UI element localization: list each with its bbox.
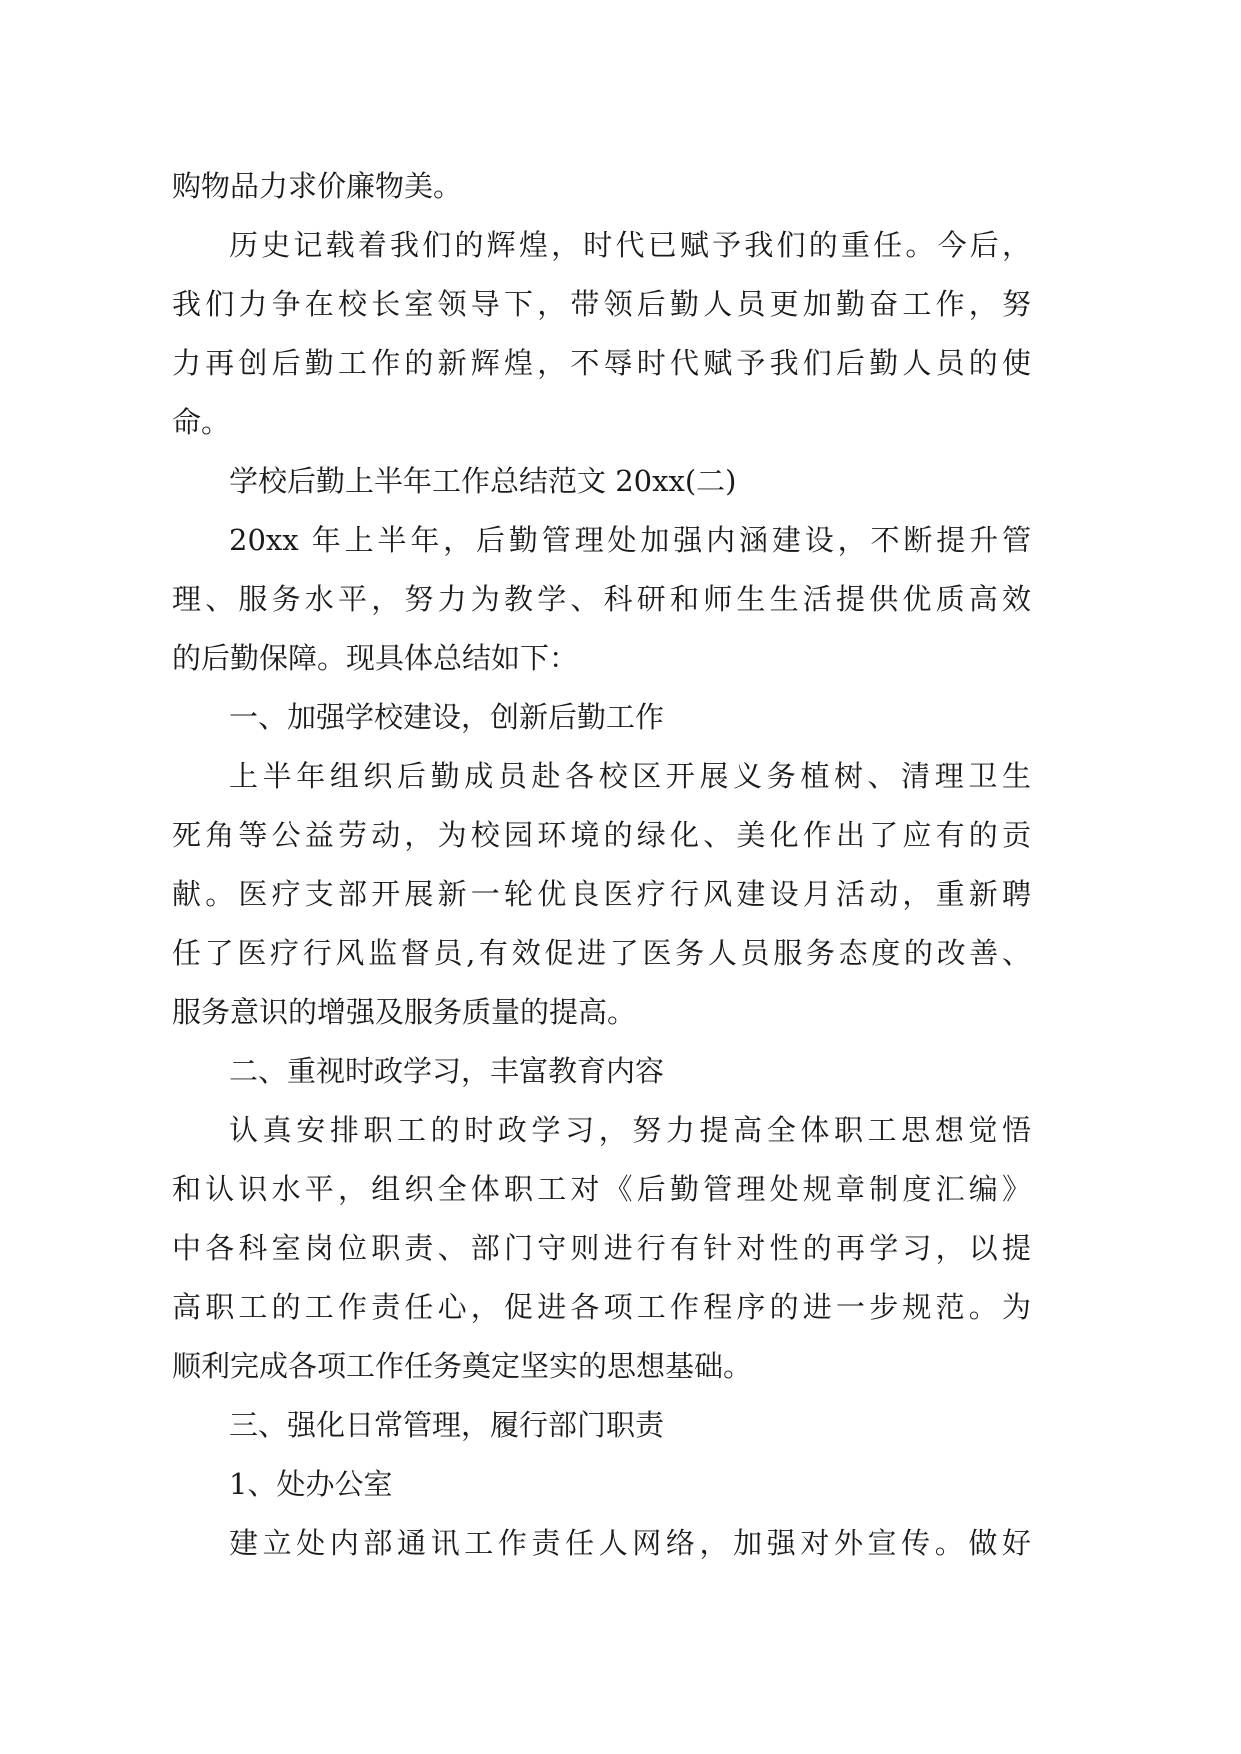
text-line: 上半年组织后勤成员赴各校区开展义务植树、清理卫生 (229, 759, 1031, 793)
text-line: 任了医疗行风监督员,有效促进了医务人员服务态度的改善、 (172, 936, 1031, 970)
text-line: 力再创后勤工作的新辉煌，不辱时代赋予我们后勤人员的使 (172, 346, 1031, 380)
text-line: 献。医疗支部开展新一轮优良医疗行风建设月活动，重新聘 (172, 877, 1031, 911)
text-line: 和认识水平，组织全体职工对《后勤管理处规章制度汇编》 (172, 1172, 1031, 1206)
text-line: 死角等公益劳动，为校园环境的绿化、美化作出了应有的贡 (172, 818, 1031, 852)
text-line: 顺利完成各项工作任务奠定坚实的思想基础。 (172, 1349, 753, 1383)
text-line: 认真安排职工的时政学习，努力提高全体职工思想觉悟 (229, 1113, 1031, 1147)
text-line: 高职工的工作责任心，促进各项工作程序的进一步规范。为 (172, 1290, 1031, 1324)
section-heading: 一、加强学校建设，创新后勤工作 (229, 700, 665, 734)
text-line: 历史记载着我们的辉煌，时代已赋予我们的重任。今后， (229, 228, 1031, 262)
text-line: 购物品力求价廉物美。 (172, 169, 463, 203)
subsection-heading: 1、处办公室 (229, 1467, 393, 1501)
text-line: 的后勤保障。现具体总结如下： (172, 641, 579, 675)
section-heading: 二、重视时政学习，丰富教育内容 (229, 1054, 665, 1088)
text-line: 中各科室岗位职责、部门守则进行有针对性的再学习，以提 (172, 1231, 1031, 1265)
section-heading: 学校后勤上半年工作总结范文 20xx(二) (229, 464, 737, 498)
text-line: 我们力争在校长室领导下，带领后勤人员更加勤奋工作，努 (172, 287, 1031, 321)
text-line: 服务意识的增强及服务质量的提高。 (172, 995, 637, 1029)
text-line: 理、服务水平，努力为教学、科研和师生生活提供优质高效 (172, 582, 1031, 616)
text-line: 建立处内部通讯工作责任人网络，加强对外宣传。做好 (229, 1526, 1031, 1560)
text-line: 20xx 年上半年，后勤管理处加强内涵建设，不断提升管 (229, 523, 1031, 557)
text-line: 命。 (172, 405, 231, 439)
section-heading: 三、强化日常管理，履行部门职责 (229, 1408, 665, 1442)
